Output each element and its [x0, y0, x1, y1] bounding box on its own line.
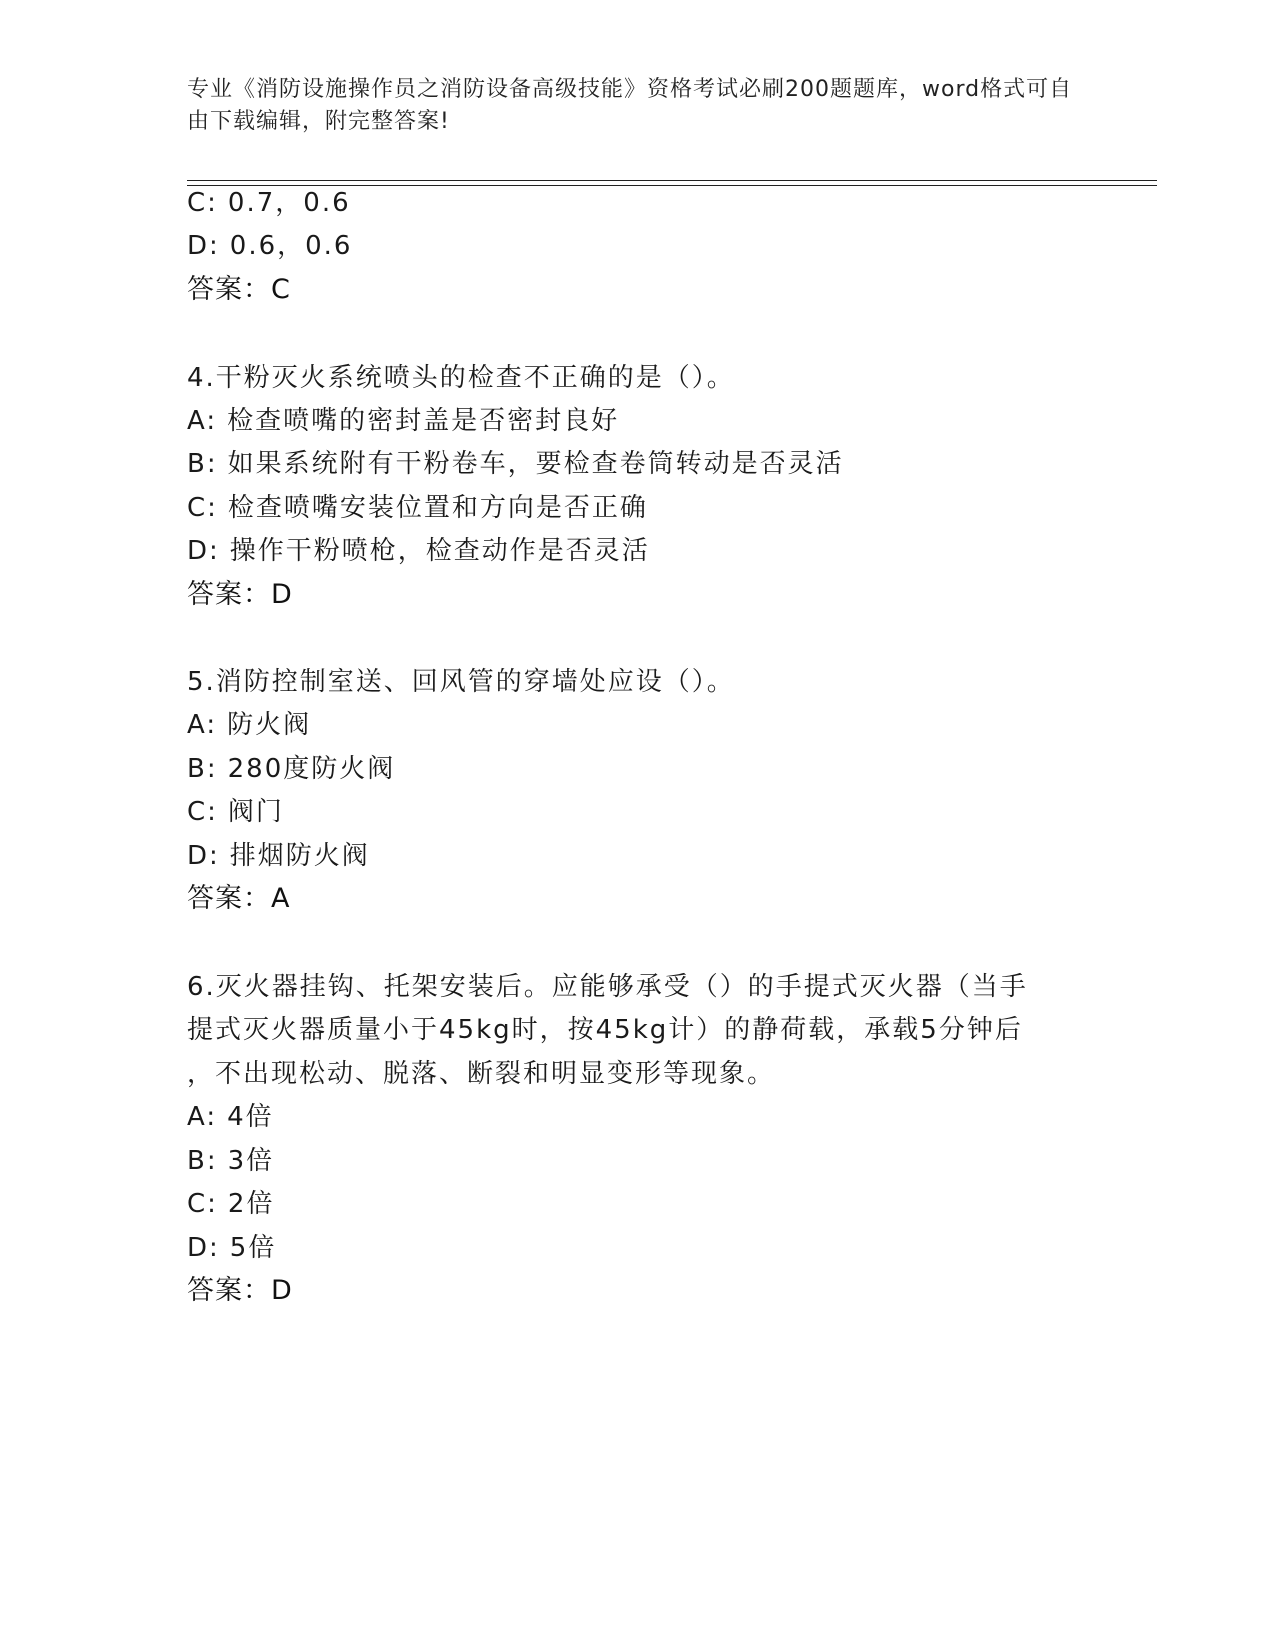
- header-rule-bottom: [187, 185, 1157, 186]
- q6-stem-line-3: ，不出现松动、脱落、断裂和明显变形等现象。: [187, 1059, 776, 1089]
- q5-option-d: D: 排烟防火阀: [187, 841, 370, 871]
- q5-stem: 5.消防控制室送、回风管的穿墙处应设（）。: [187, 667, 735, 697]
- q5-option-b: B: 280度防火阀: [187, 754, 396, 784]
- header-rule-top: [187, 180, 1157, 181]
- q6-answer: 答案：D: [187, 1275, 293, 1306]
- q5-option-c: C: 阀门: [187, 797, 284, 827]
- q4-option-a: A: 检查喷嘴的密封盖是否密封良好: [187, 406, 620, 436]
- q4-option-c: C: 检查喷嘴安装位置和方向是否正确: [187, 493, 648, 523]
- q5-option-a: A: 防火阀: [187, 710, 312, 740]
- q4-answer: 答案：D: [187, 579, 293, 610]
- q6-option-a: A: 4倍: [187, 1102, 274, 1132]
- q3-answer: 答案：C: [187, 274, 291, 305]
- q3-option-c: C: 0.7，0.6: [187, 188, 351, 218]
- q3-option-d: D: 0.6，0.6: [187, 231, 353, 261]
- q6-option-b: B: 3倍: [187, 1146, 275, 1176]
- q6-stem-line-2: 提式灭火器质量小于45kg时，按45kg计）的静荷载，承载5分钟后: [187, 1015, 1023, 1045]
- q5-answer: 答案：A: [187, 883, 291, 914]
- q4-option-d: D: 操作干粉喷枪，检查动作是否灵活: [187, 536, 650, 566]
- q4-stem: 4.干粉灭火系统喷头的检查不正确的是（）。: [187, 363, 735, 393]
- q4-option-b: B: 如果系统附有干粉卷车，要检查卷筒转动是否灵活: [187, 449, 844, 479]
- q6-option-d: D: 5倍: [187, 1233, 277, 1263]
- document-header: 专业《消防设施操作员之消防设备高级技能》资格考试必刷200题题库，word格式可自由下载编辑，附完整答案!: [187, 77, 1073, 134]
- q6-option-c: C: 2倍: [187, 1189, 275, 1219]
- q6-stem-line-1: 6.灭火器挂钩、托架安装后。应能够承受（）的手提式灭火器（当手: [187, 972, 1028, 1002]
